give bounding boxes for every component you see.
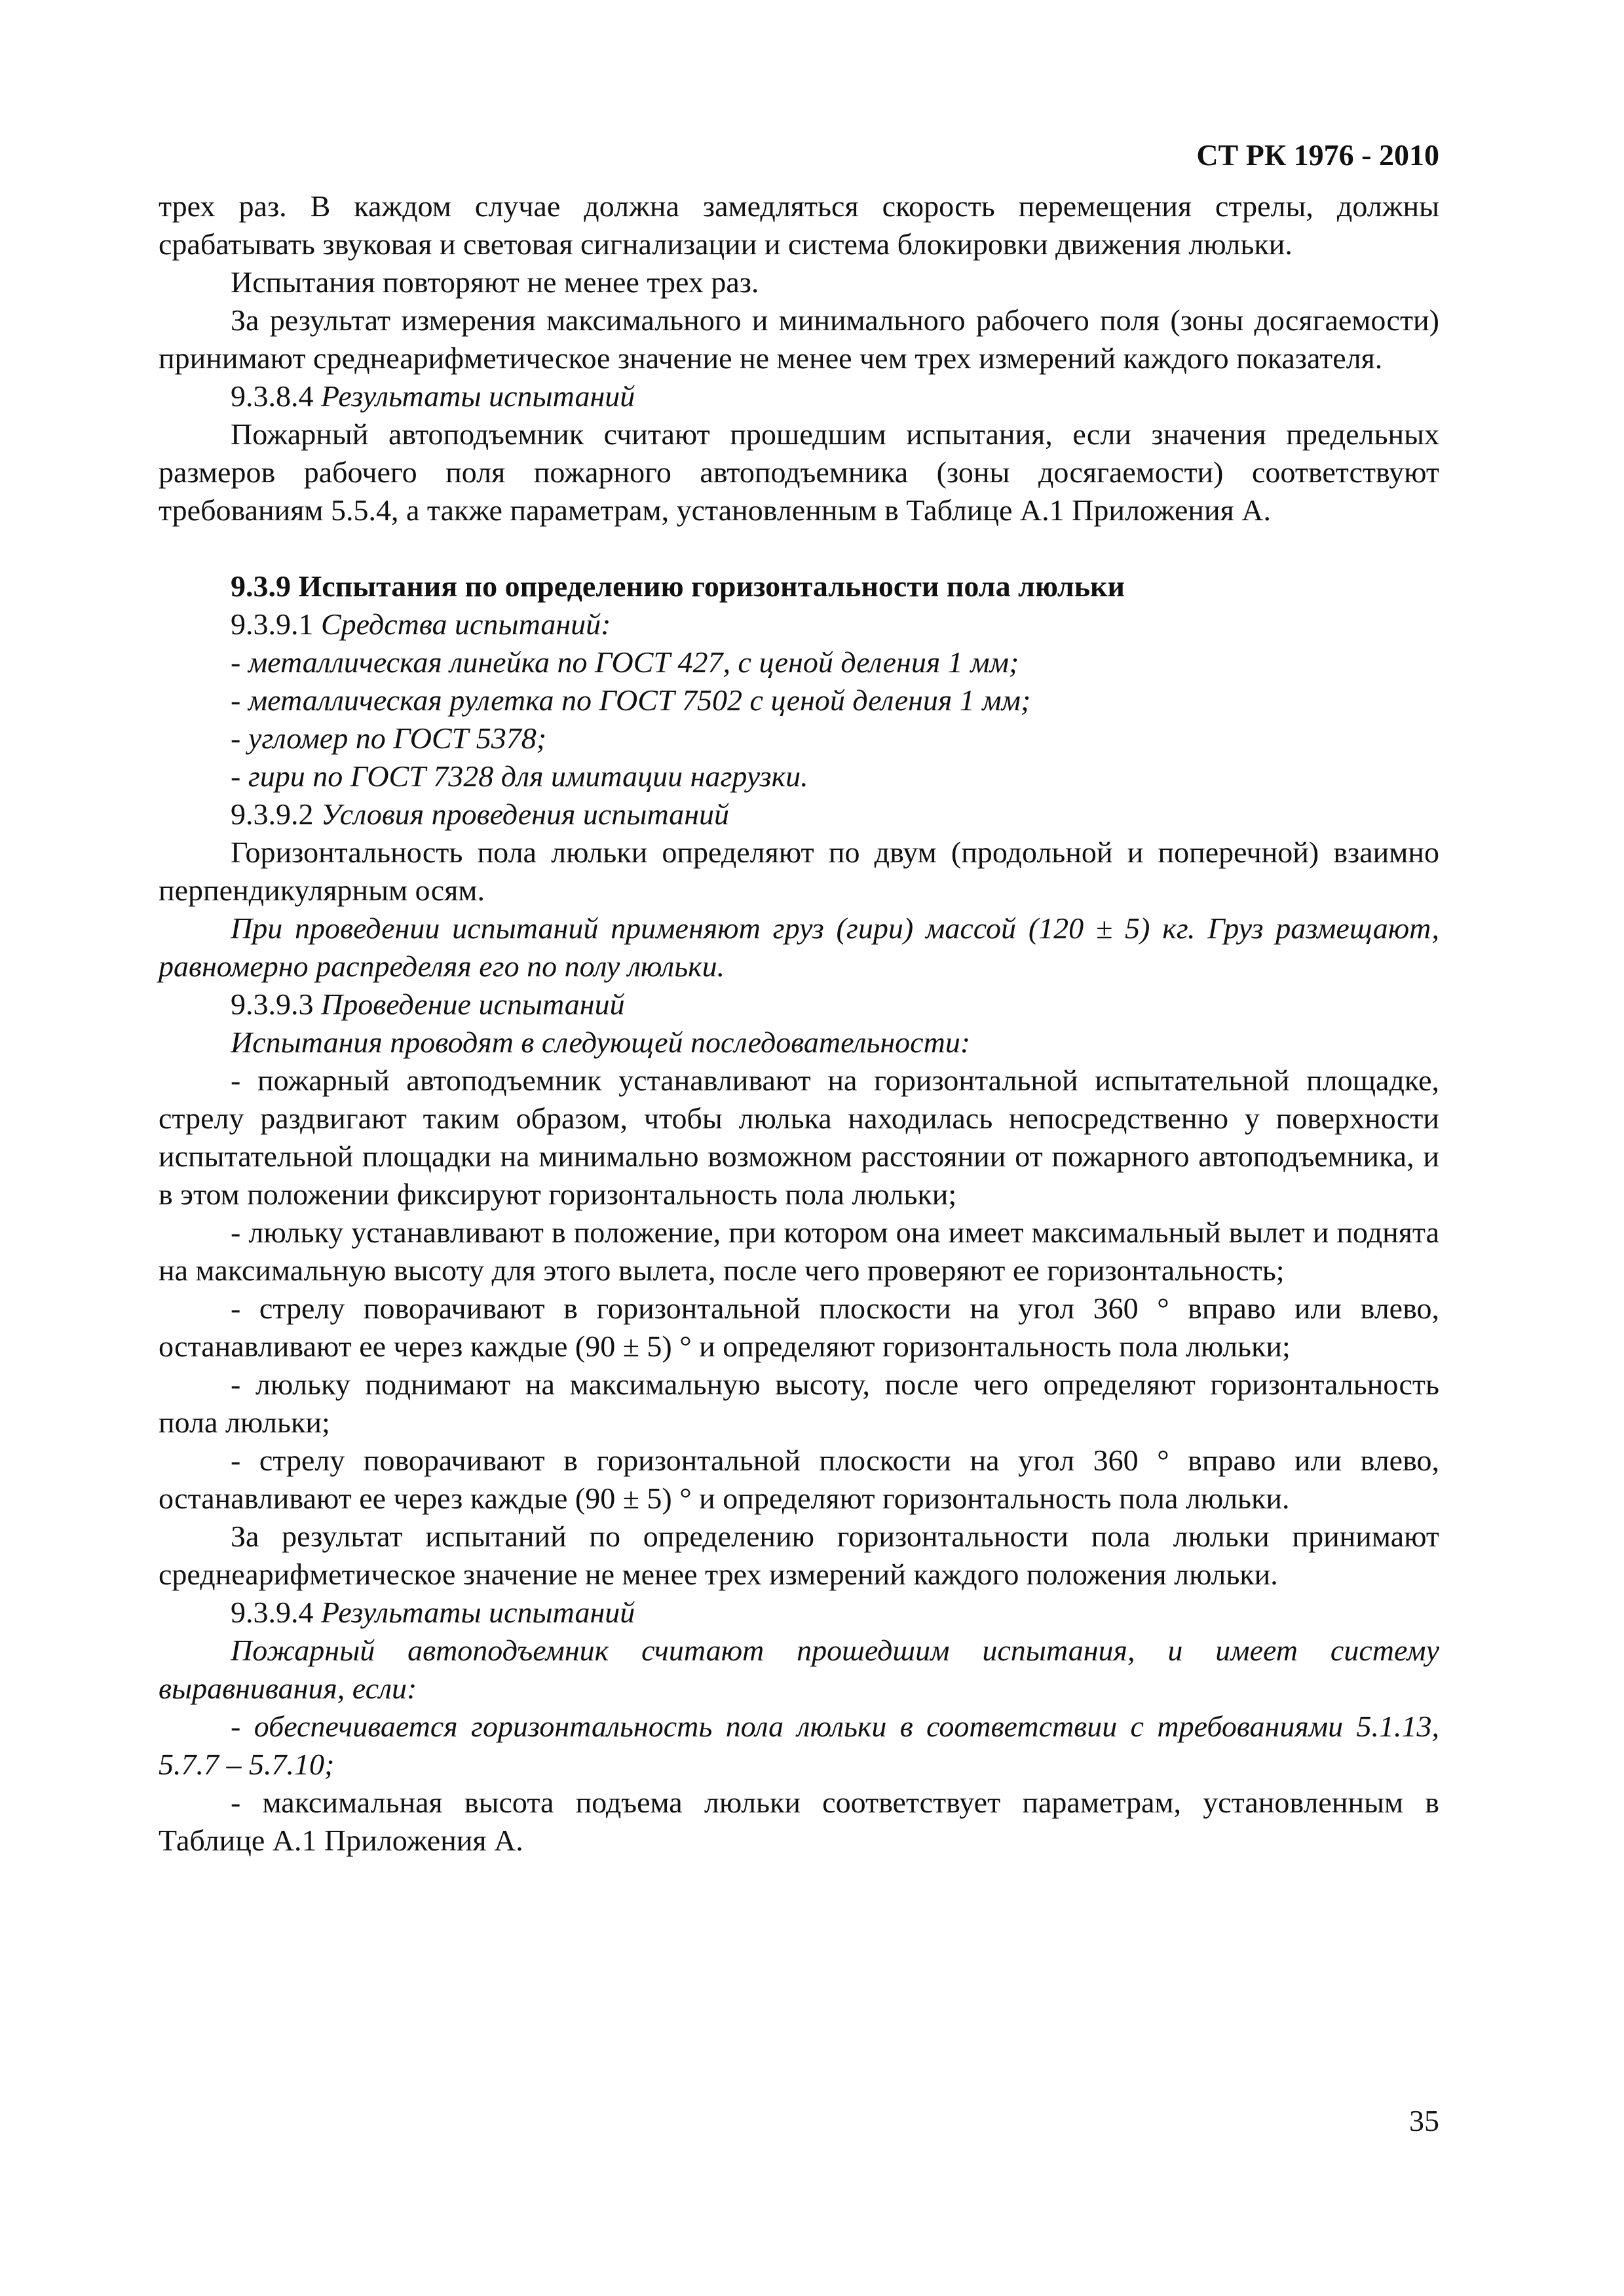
step-item: - стрелу поворачивают в горизонтальной плоскости на угол 360 ° вправо или влево, останавливают ее через каждые (90 ± 5) ° и определяют горизонтальность пола люльки. [159,1444,1439,1515]
subsection-9-3-9-2 [159,795,1439,833]
tool-item: - металлическая линейка по ГОСТ 427, с ценой деления 1 мм; [231,645,1019,679]
step-item: - люльку устанавливают в положение, при котором она имеет максимальный вылет и поднята на максимальную высоту для этого вылета, после чего проверяют ее горизонтальность; [159,1215,1439,1287]
subsection-number: 9.3.9.2 [231,797,321,831]
document-body [159,187,1439,1860]
paragraph-repeat-tests: Испытания повторяют не менее трех раз. [231,265,759,299]
paragraph-measurement-result: За результат измерения максимального и минимального рабочего поля (зоны досягаемости) принимают среднеарифметическое значение не менее чем трех измерений каждого показателя. [159,303,1439,375]
subsection-9-3-9-3 [159,985,1439,1024]
tool-item: - металлическая рулетка по ГОСТ 7502 с ценой деления 1 мм; [231,683,1031,717]
paragraph-continuation: трех раз. В каждом случае должна замедляться скорость перемещения стрелы, должны срабатывать звуковая и световая сигнализации и система блокировки движения люльки. [159,189,1439,261]
subsection-title: Результаты испытаний [321,1596,635,1629]
subsection-9-3-9-4 [159,1594,1439,1632]
subsection-number: 9.3.9.3 [231,987,321,1021]
step-item: - стрелу поворачивают в горизонтальной плоскости на угол 360 ° вправо или влево, останавливают ее через каждые (90 ± 5) ° и определяют горизонтальность пола люльки; [159,1292,1439,1363]
subsection-number: 9.3.8.4 [231,379,321,413]
paragraph-sequence-intro: Испытания проводят в следующей последовательности: [231,1025,971,1059]
tool-item: - угломер по ГОСТ 5378; [231,721,547,755]
section-heading-9-3-9: 9.3.9 Испытания по определению горизонтальности пола люльки [231,569,1125,603]
subsection-title: Средства испытаний: [321,607,611,641]
paragraph-axes: Горизонтальность пола люльки определяют по двум (продольной и поперечной) взаимно перпендикулярным осям. [159,835,1439,907]
subsection-title: Проведение испытаний [321,987,625,1021]
paragraph-pass-criteria: Пожарный автоподъемник считают прошедшим испытания, и имеет систему выравнивания, если: [159,1634,1439,1705]
criteria-item: - максимальная высота подъема люльки соответствует параметрам, установленным в Таблице А.1 Приложения А. [159,1786,1439,1857]
step-item: - пожарный автоподъемник устанавливают на горизонтальной испытательной площадке, стрелу раздвигают таким образом, чтобы люлька находилась непосредственно у поверхности испытательной площадки на минимально возможном расстоянии от пожарного автоподъемника, и в этом положении фиксируют горизонтальность пола люльки; [159,1063,1439,1211]
criteria-item: - обеспечивается горизонтальность пола люльки в соответствии с требованиями 5.1.13, 5.7.7 – 5.7.10; [159,1710,1439,1781]
section-gap [159,529,1439,567]
subsection-number: 9.3.9.1 [231,607,321,641]
subsection-title: Условия проведения испытаний [321,797,730,831]
subsection-title: Результаты испытаний [321,379,635,413]
tool-item: - гири по ГОСТ 7328 для имитации нагрузки. [231,759,808,793]
paragraph-load: При проведении испытаний применяют груз (гири) массой (120 ± 5) кг. Груз размещают, равномерно распределяя его по полу люльки. [159,911,1439,983]
subsection-number: 9.3.9.4 [231,1596,321,1629]
paragraph-test-results: Пожарный автоподъемник считают прошедшим испытания, если значения предельных размеров рабочего поля пожарного автоподъемника (зоны досягаемости) соответствуют требованиям 5.5.4, а также параметрам, установленным в Таблице А.1 Приложения А. [159,417,1439,527]
step-item: - люльку поднимают на максимальную высоту, после чего определяют горизонтальность пола люльки; [159,1368,1439,1439]
subsection-9-3-9-1 [159,605,1439,643]
page-number: 35 [1409,2104,1439,2137]
paragraph-result-average: За результат испытаний по определению горизонтальности пола люльки принимают среднеарифметическое значение не менее трех измерений каждого положения люльки. [159,1520,1439,1591]
document-code-header: СТ РК 1976 - 2010 [1196,138,1439,172]
subsection-9-3-8-4 [159,377,1439,415]
